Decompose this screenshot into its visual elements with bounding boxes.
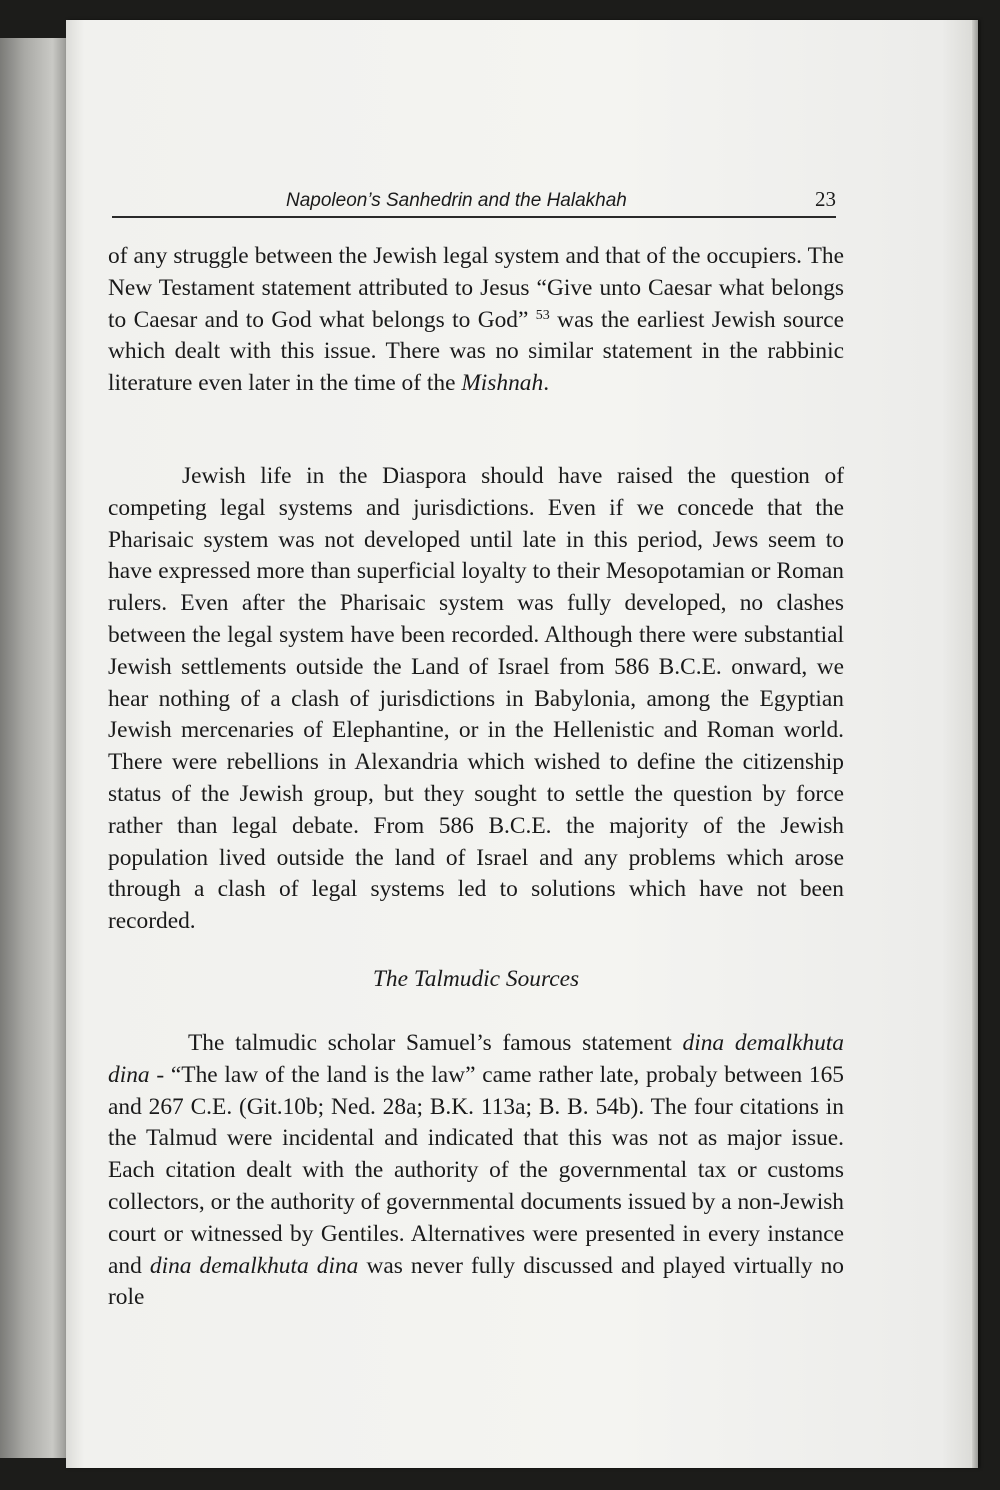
paragraph-3-text-c: was never fully discussed and played virtually no role bbox=[108, 1252, 845, 1311]
page-edge-shadow bbox=[972, 20, 978, 1468]
term-dina-demalkhuta-2: dina demalkhuta dina bbox=[149, 1252, 359, 1279]
facing-page-edge bbox=[0, 38, 70, 1458]
running-header bbox=[112, 187, 840, 214]
paragraph-1 bbox=[108, 241, 844, 400]
page-number: 23 bbox=[815, 187, 836, 211]
paragraph-3-text-a: The talmudic scholar Samuel’s famous statement bbox=[188, 1030, 683, 1056]
paragraph-2: Jewish life in the Diaspora should have raised the question of competing legal systems and jurisdictions. Even if we concede that the Pharisaic system was not developed until late in this period, Jews seem to have expressed more than superficial loyalty to their Mesopotamian or Roman rulers. Even after the Pharisaic system was fully developed, no clashes between the legal system have been recorded. Although there were substantial Jewish settlements outside the Land of Israel from 586 B.C.E. onward, we hear nothing of a clash of jurisdictions in Babylonia, among the Egyptian Jewish mercenaries of Elephantine, or in the Hellenistic and Roman world. There were rebellions in Alexandria which wished to define the citizenship status of the Jewish group, but they sought to settle the question by force rather than legal debate. From 586 B.C.E. the majority of the Jewish population lived outside the land of Israel and any problems which arose through a clash of legal systems led to solutions which have not been recorded. bbox=[108, 463, 844, 935]
running-title: Napoleon’s Sanhedrin and the Halakhah bbox=[286, 190, 627, 211]
paragraph-1-text-a: of any struggle between the Jewish legal system and that of the occupiers. The New Testament statement attributed to Jesus “Give unto Caesar what belongs to Caesar and to God what belongs to God” bbox=[108, 243, 844, 333]
paragraph-1-text-b: was the earliest Jewish source which dealt with this issue. There was no similar statement in the rabbinic literature even later in the time of the bbox=[108, 306, 844, 397]
header-rule bbox=[112, 216, 836, 218]
footnote-ref: 53 bbox=[535, 307, 550, 323]
paragraph-1-text-c: . bbox=[543, 370, 550, 397]
term-dina-demalkhuta-1: dina demalkhuta dina bbox=[108, 1030, 844, 1088]
paragraph-3 bbox=[108, 1028, 844, 1314]
mishnah-term: Mishnah bbox=[461, 370, 544, 397]
section-heading: The Talmudic Sources bbox=[372, 966, 580, 992]
paragraph-3-text-b: - “The law of the land is the law” came rather late, probaly between 165 and 267 C.E. (Git.10b; Ned. 28a; B.K. 113a; B. B. 54b). The four citations in the Talmud were incidental and indicated that this was not as major issue. Each citation dealt with the authority of the governmental tax or customs collectors, or the authority of governmental documents issued by a non-Jewish court or witnessed by Gentiles. Alternatives were presented in every instance and bbox=[108, 1061, 844, 1279]
